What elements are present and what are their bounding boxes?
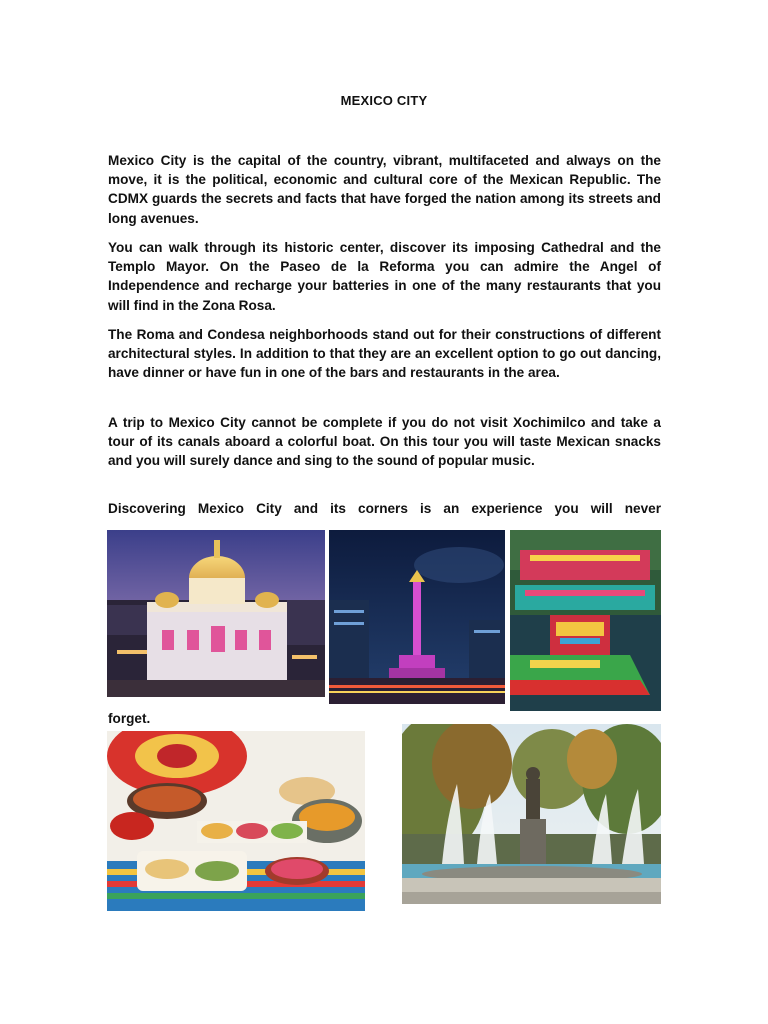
photo-park-fountain (402, 724, 661, 904)
photo-xochimilco-boats (510, 530, 661, 711)
paragraph-intro: Mexico City is the capital of the country, vibrant, multifaceted and always on the move, it is the political, economic and cultural core of the Mexican Republic. The CDMX guards the secrets and facts that have forged the nation among its streets and long avenues. (108, 153, 661, 226)
paragraph-historic-center: You can walk through its historic center, discover its imposing Cathedral and the Templo Mayor. On the Paseo de la Reforma you can admire the Angel of Independence and recharge your batteries in one of the many restaurants that you will find in the Zona Rosa. (108, 240, 661, 313)
paragraph-roma-condesa: The Roma and Condesa neighborhoods stand out for their constructions of different architectural styles. In addition to that they are an excellent option to go out dancing, have dinner or have fun in one of the bars and restaurants in the area. (108, 327, 661, 381)
document-title: MEXICO CITY (340, 93, 428, 108)
paragraph-continuation: forget. (108, 711, 151, 726)
photo-palace-of-fine-arts (107, 530, 325, 697)
paragraph-closing: Discovering Mexico City and its corners is an experience you will never (108, 501, 661, 516)
photo-angel-of-independence (329, 530, 505, 704)
paragraph-xochimilco: A trip to Mexico City cannot be complete if you do not visit Xochimilco and take a tour of its canals aboard a colorful boat. On this tour you will taste Mexican snacks and you will surely dance and sing to the sound of popular music. (108, 415, 661, 469)
photo-mexican-food (107, 731, 365, 911)
